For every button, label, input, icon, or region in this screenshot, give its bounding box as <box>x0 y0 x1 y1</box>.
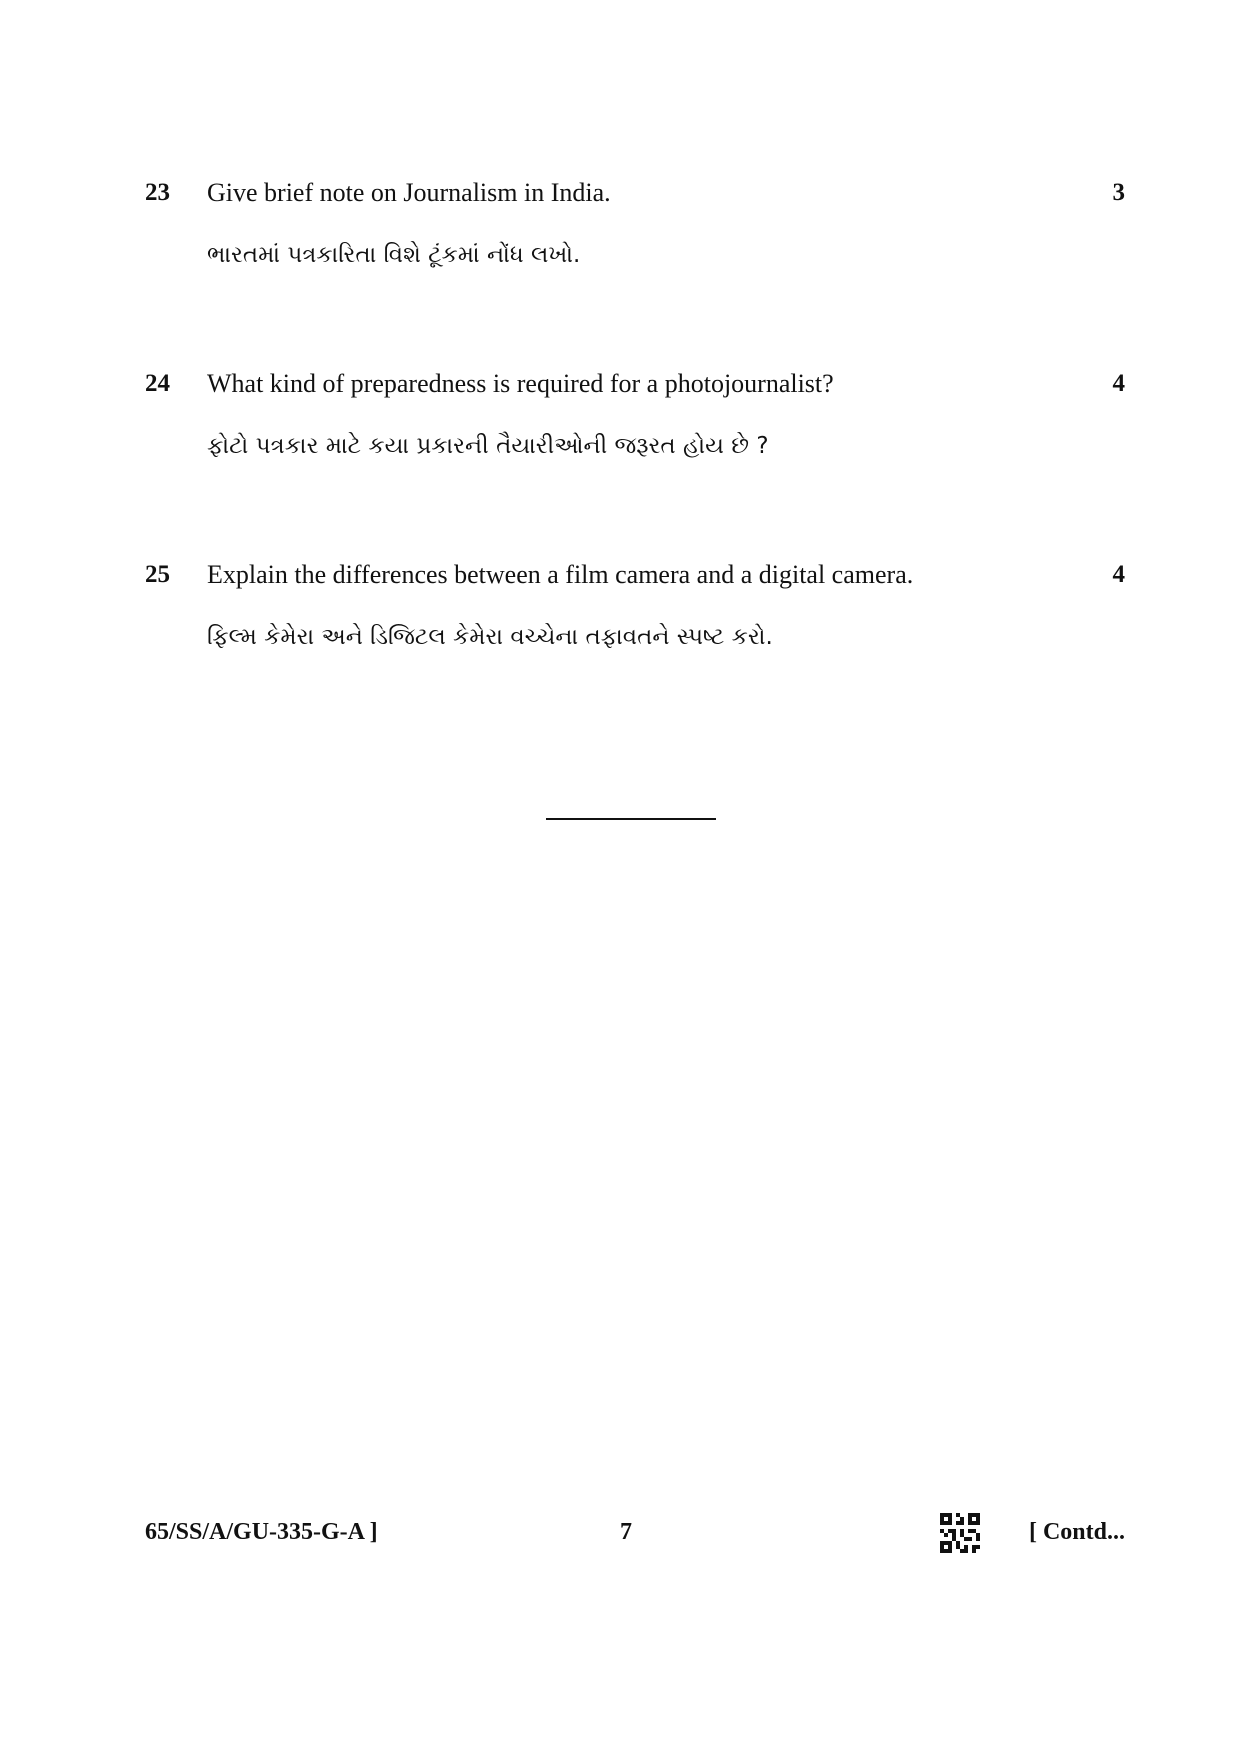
paper-code: 65/SS/A/GU-335-G-A ] <box>145 1519 378 1545</box>
page-number: 7 <box>620 1519 632 1545</box>
question-text-gujarati: ફિલ્મ કેમેરા અને ડિજિટલ કેમેરા વચ્ચેના તફાવતને સ્પષ્ટ કરો. <box>207 624 773 650</box>
question-text-english: Give brief note on Journalism in India. <box>207 178 611 207</box>
question-number: 23 <box>145 179 170 206</box>
question-number: 25 <box>145 561 170 588</box>
question-marks: 4 <box>1112 370 1125 397</box>
question-text-english: What kind of preparedness is required for a photojournalist? <box>207 369 834 398</box>
question-marks: 3 <box>1112 179 1125 206</box>
question-number: 24 <box>145 370 170 397</box>
question-text-gujarati: ભારતમાં પત્રકારિતા વિશે ટૂંકમાં નોંધ લખો. <box>207 242 581 268</box>
qr-code-icon <box>940 1513 980 1553</box>
continued-label: [ Contd... <box>1028 1519 1125 1545</box>
question-text-english: Explain the differences between a film camera and a digital camera. <box>207 560 914 589</box>
question-marks: 4 <box>1112 561 1125 588</box>
end-of-questions-divider <box>546 818 716 820</box>
page-footer <box>145 1515 1125 1549</box>
question-text-gujarati: ફોટો પત્રકાર માટે કયા પ્રકારની તૈયારીઓની જરૂરત હોય છે ? <box>207 433 769 459</box>
